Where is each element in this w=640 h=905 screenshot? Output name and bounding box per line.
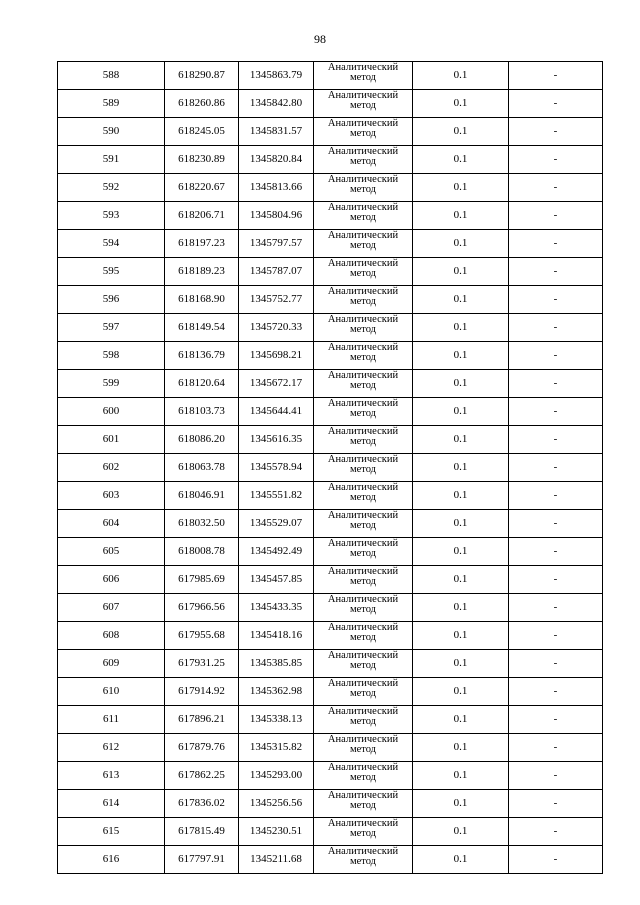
method-line-1: Аналитический (327, 202, 399, 213)
method-line-2: метод (349, 156, 377, 167)
y-coordinate-cell: 1345362.98 (239, 678, 314, 706)
point-number-cell: 614 (58, 790, 165, 818)
method-line-2: метод (349, 856, 377, 867)
table-row (58, 118, 603, 146)
point-number-cell: 604 (58, 510, 165, 538)
x-coordinate-cell: 617966.56 (165, 594, 239, 622)
method-cell (314, 398, 413, 426)
method-line-2: метод (349, 660, 377, 671)
table-row (58, 734, 603, 762)
point-number-cell: 597 (58, 314, 165, 342)
note-cell: - (509, 426, 603, 454)
x-coordinate-cell: 618245.05 (165, 118, 239, 146)
y-coordinate-cell: 1345433.35 (239, 594, 314, 622)
point-number-cell: 611 (58, 706, 165, 734)
note-cell: - (509, 230, 603, 258)
x-coordinate-cell: 617955.68 (165, 622, 239, 650)
method-line-2: метод (349, 744, 377, 755)
note-cell: - (509, 846, 603, 874)
accuracy-cell: 0.1 (413, 706, 509, 734)
y-coordinate-cell: 1345529.07 (239, 510, 314, 538)
table-row (58, 846, 603, 874)
method-cell (314, 566, 413, 594)
method-line-1: Аналитический (327, 62, 399, 73)
method-cell (314, 678, 413, 706)
y-coordinate-cell: 1345492.49 (239, 538, 314, 566)
method-line-1: Аналитический (327, 650, 399, 661)
table-row (58, 258, 603, 286)
note-cell: - (509, 510, 603, 538)
accuracy-cell: 0.1 (413, 286, 509, 314)
point-number-cell: 599 (58, 370, 165, 398)
method-line-2: метод (349, 604, 377, 615)
method-line-1: Аналитический (327, 258, 399, 269)
table-row (58, 762, 603, 790)
point-number-cell: 612 (58, 734, 165, 762)
method-line-2: метод (349, 716, 377, 727)
method-line-2: метод (349, 296, 377, 307)
x-coordinate-cell: 617879.76 (165, 734, 239, 762)
method-line-2: метод (349, 800, 377, 811)
table-row (58, 426, 603, 454)
point-number-cell: 595 (58, 258, 165, 286)
note-cell: - (509, 202, 603, 230)
accuracy-cell: 0.1 (413, 734, 509, 762)
accuracy-cell: 0.1 (413, 342, 509, 370)
coordinates-table-body (58, 62, 603, 874)
x-coordinate-cell: 617836.02 (165, 790, 239, 818)
note-cell: - (509, 762, 603, 790)
method-line-2: метод (349, 828, 377, 839)
accuracy-cell: 0.1 (413, 398, 509, 426)
y-coordinate-cell: 1345863.79 (239, 62, 314, 90)
method-line-2: метод (349, 380, 377, 391)
accuracy-cell: 0.1 (413, 426, 509, 454)
x-coordinate-cell: 618063.78 (165, 454, 239, 482)
point-number-cell: 615 (58, 818, 165, 846)
note-cell: - (509, 342, 603, 370)
y-coordinate-cell: 1345457.85 (239, 566, 314, 594)
x-coordinate-cell: 618046.91 (165, 482, 239, 510)
method-cell (314, 202, 413, 230)
method-line-1: Аналитический (327, 482, 399, 493)
accuracy-cell: 0.1 (413, 174, 509, 202)
method-cell (314, 482, 413, 510)
note-cell: - (509, 454, 603, 482)
method-line-2: метод (349, 324, 377, 335)
method-cell (314, 286, 413, 314)
table-row (58, 62, 603, 90)
y-coordinate-cell: 1345720.33 (239, 314, 314, 342)
method-line-2: метод (349, 688, 377, 699)
y-coordinate-cell: 1345820.84 (239, 146, 314, 174)
method-cell (314, 510, 413, 538)
x-coordinate-cell: 618189.23 (165, 258, 239, 286)
table-row (58, 146, 603, 174)
accuracy-cell: 0.1 (413, 202, 509, 230)
method-cell (314, 790, 413, 818)
accuracy-cell: 0.1 (413, 258, 509, 286)
method-line-1: Аналитический (327, 538, 399, 549)
method-line-1: Аналитический (327, 118, 399, 129)
point-number-cell: 593 (58, 202, 165, 230)
method-line-1: Аналитический (327, 146, 399, 157)
table-row (58, 790, 603, 818)
x-coordinate-cell: 617862.25 (165, 762, 239, 790)
y-coordinate-cell: 1345672.17 (239, 370, 314, 398)
method-line-2: метод (349, 408, 377, 419)
method-line-1: Аналитический (327, 398, 399, 409)
method-line-2: метод (349, 268, 377, 279)
method-line-1: Аналитический (327, 370, 399, 381)
x-coordinate-cell: 618008.78 (165, 538, 239, 566)
accuracy-cell: 0.1 (413, 762, 509, 790)
method-cell (314, 454, 413, 482)
table-row (58, 230, 603, 258)
method-line-1: Аналитический (327, 706, 399, 717)
method-line-1: Аналитический (327, 230, 399, 241)
method-line-1: Аналитический (327, 622, 399, 633)
note-cell: - (509, 622, 603, 650)
x-coordinate-cell: 618149.54 (165, 314, 239, 342)
method-cell (314, 370, 413, 398)
y-coordinate-cell: 1345211.68 (239, 846, 314, 874)
method-cell (314, 146, 413, 174)
note-cell: - (509, 314, 603, 342)
table-row (58, 650, 603, 678)
point-number-cell: 608 (58, 622, 165, 650)
point-number-cell: 588 (58, 62, 165, 90)
method-line-1: Аналитический (327, 174, 399, 185)
note-cell: - (509, 482, 603, 510)
accuracy-cell: 0.1 (413, 678, 509, 706)
x-coordinate-cell: 618230.89 (165, 146, 239, 174)
method-line-2: метод (349, 184, 377, 195)
point-number-cell: 606 (58, 566, 165, 594)
x-coordinate-cell: 618136.79 (165, 342, 239, 370)
note-cell: - (509, 174, 603, 202)
method-line-1: Аналитический (327, 846, 399, 857)
point-number-cell: 602 (58, 454, 165, 482)
y-coordinate-cell: 1345338.13 (239, 706, 314, 734)
y-coordinate-cell: 1345752.77 (239, 286, 314, 314)
accuracy-cell: 0.1 (413, 370, 509, 398)
x-coordinate-cell: 617896.21 (165, 706, 239, 734)
point-number-cell: 596 (58, 286, 165, 314)
table-row (58, 510, 603, 538)
y-coordinate-cell: 1345842.80 (239, 90, 314, 118)
y-coordinate-cell: 1345385.85 (239, 650, 314, 678)
y-coordinate-cell: 1345616.35 (239, 426, 314, 454)
accuracy-cell: 0.1 (413, 454, 509, 482)
table-row (58, 202, 603, 230)
y-coordinate-cell: 1345578.94 (239, 454, 314, 482)
note-cell: - (509, 594, 603, 622)
note-cell: - (509, 146, 603, 174)
y-coordinate-cell: 1345787.07 (239, 258, 314, 286)
accuracy-cell: 0.1 (413, 118, 509, 146)
method-cell (314, 538, 413, 566)
point-number-cell: 616 (58, 846, 165, 874)
point-number-cell: 589 (58, 90, 165, 118)
method-line-2: метод (349, 548, 377, 559)
table-row (58, 398, 603, 426)
method-cell (314, 118, 413, 146)
point-number-cell: 591 (58, 146, 165, 174)
accuracy-cell: 0.1 (413, 790, 509, 818)
y-coordinate-cell: 1345797.57 (239, 230, 314, 258)
accuracy-cell: 0.1 (413, 62, 509, 90)
x-coordinate-cell: 618086.20 (165, 426, 239, 454)
note-cell: - (509, 818, 603, 846)
note-cell: - (509, 286, 603, 314)
method-line-1: Аналитический (327, 678, 399, 689)
method-line-2: метод (349, 128, 377, 139)
note-cell: - (509, 370, 603, 398)
y-coordinate-cell: 1345256.56 (239, 790, 314, 818)
point-number-cell: 610 (58, 678, 165, 706)
note-cell: - (509, 398, 603, 426)
table-row (58, 90, 603, 118)
method-line-1: Аналитический (327, 594, 399, 605)
method-line-1: Аналитический (327, 762, 399, 773)
method-cell (314, 594, 413, 622)
x-coordinate-cell: 617797.91 (165, 846, 239, 874)
point-number-cell: 598 (58, 342, 165, 370)
table-row (58, 454, 603, 482)
table-row (58, 678, 603, 706)
method-cell (314, 342, 413, 370)
y-coordinate-cell: 1345644.41 (239, 398, 314, 426)
method-cell (314, 762, 413, 790)
method-cell (314, 62, 413, 90)
method-line-1: Аналитический (327, 510, 399, 521)
y-coordinate-cell: 1345831.57 (239, 118, 314, 146)
y-coordinate-cell: 1345315.82 (239, 734, 314, 762)
x-coordinate-cell: 617914.92 (165, 678, 239, 706)
x-coordinate-cell: 618206.71 (165, 202, 239, 230)
method-line-2: метод (349, 520, 377, 531)
method-cell (314, 622, 413, 650)
method-cell (314, 90, 413, 118)
method-line-1: Аналитический (327, 314, 399, 325)
y-coordinate-cell: 1345418.16 (239, 622, 314, 650)
note-cell: - (509, 62, 603, 90)
accuracy-cell: 0.1 (413, 314, 509, 342)
note-cell: - (509, 650, 603, 678)
point-number-cell: 603 (58, 482, 165, 510)
accuracy-cell: 0.1 (413, 594, 509, 622)
y-coordinate-cell: 1345804.96 (239, 202, 314, 230)
point-number-cell: 594 (58, 230, 165, 258)
method-cell (314, 174, 413, 202)
accuracy-cell: 0.1 (413, 230, 509, 258)
method-line-2: метод (349, 772, 377, 783)
accuracy-cell: 0.1 (413, 482, 509, 510)
note-cell: - (509, 734, 603, 762)
method-cell (314, 818, 413, 846)
y-coordinate-cell: 1345813.66 (239, 174, 314, 202)
note-cell: - (509, 258, 603, 286)
method-line-2: метод (349, 212, 377, 223)
y-coordinate-cell: 1345698.21 (239, 342, 314, 370)
method-line-1: Аналитический (327, 90, 399, 101)
table-row (58, 370, 603, 398)
note-cell: - (509, 118, 603, 146)
method-cell (314, 314, 413, 342)
method-line-2: метод (349, 632, 377, 643)
method-cell (314, 650, 413, 678)
y-coordinate-cell: 1345230.51 (239, 818, 314, 846)
method-line-1: Аналитический (327, 342, 399, 353)
x-coordinate-cell: 618120.64 (165, 370, 239, 398)
note-cell: - (509, 90, 603, 118)
method-line-1: Аналитический (327, 734, 399, 745)
table-row (58, 622, 603, 650)
method-line-2: метод (349, 576, 377, 587)
x-coordinate-cell: 617931.25 (165, 650, 239, 678)
method-line-1: Аналитический (327, 286, 399, 297)
method-line-1: Аналитический (327, 566, 399, 577)
method-line-1: Аналитический (327, 790, 399, 801)
point-number-cell: 607 (58, 594, 165, 622)
accuracy-cell: 0.1 (413, 846, 509, 874)
table-row (58, 566, 603, 594)
accuracy-cell: 0.1 (413, 818, 509, 846)
note-cell: - (509, 678, 603, 706)
method-line-2: метод (349, 240, 377, 251)
x-coordinate-cell: 618197.23 (165, 230, 239, 258)
method-line-2: метод (349, 492, 377, 503)
x-coordinate-cell: 618032.50 (165, 510, 239, 538)
accuracy-cell: 0.1 (413, 538, 509, 566)
point-number-cell: 592 (58, 174, 165, 202)
method-line-1: Аналитический (327, 454, 399, 465)
method-cell (314, 230, 413, 258)
accuracy-cell: 0.1 (413, 566, 509, 594)
method-line-1: Аналитический (327, 818, 399, 829)
accuracy-cell: 0.1 (413, 90, 509, 118)
table-row (58, 538, 603, 566)
x-coordinate-cell: 618290.87 (165, 62, 239, 90)
point-number-cell: 590 (58, 118, 165, 146)
point-number-cell: 605 (58, 538, 165, 566)
coordinates-table (57, 61, 603, 874)
accuracy-cell: 0.1 (413, 622, 509, 650)
y-coordinate-cell: 1345551.82 (239, 482, 314, 510)
x-coordinate-cell: 617985.69 (165, 566, 239, 594)
method-cell (314, 846, 413, 874)
x-coordinate-cell: 618220.67 (165, 174, 239, 202)
table-row (58, 594, 603, 622)
method-line-2: метод (349, 352, 377, 363)
method-line-1: Аналитический (327, 426, 399, 437)
method-line-2: метод (349, 72, 377, 83)
table-row (58, 174, 603, 202)
note-cell: - (509, 538, 603, 566)
note-cell: - (509, 706, 603, 734)
note-cell: - (509, 566, 603, 594)
method-line-2: метод (349, 436, 377, 447)
table-row (58, 286, 603, 314)
accuracy-cell: 0.1 (413, 650, 509, 678)
x-coordinate-cell: 618260.86 (165, 90, 239, 118)
point-number-cell: 601 (58, 426, 165, 454)
table-row (58, 482, 603, 510)
note-cell: - (509, 790, 603, 818)
point-number-cell: 600 (58, 398, 165, 426)
point-number-cell: 613 (58, 762, 165, 790)
table-row (58, 342, 603, 370)
table-row (58, 818, 603, 846)
y-coordinate-cell: 1345293.00 (239, 762, 314, 790)
method-line-2: метод (349, 100, 377, 111)
method-cell (314, 734, 413, 762)
method-cell (314, 426, 413, 454)
x-coordinate-cell: 617815.49 (165, 818, 239, 846)
x-coordinate-cell: 618103.73 (165, 398, 239, 426)
method-cell (314, 258, 413, 286)
table-row (58, 314, 603, 342)
x-coordinate-cell: 618168.90 (165, 286, 239, 314)
table-row (58, 706, 603, 734)
accuracy-cell: 0.1 (413, 146, 509, 174)
method-line-2: метод (349, 464, 377, 475)
page-number: 98 (314, 32, 326, 46)
method-cell (314, 706, 413, 734)
point-number-cell: 609 (58, 650, 165, 678)
accuracy-cell: 0.1 (413, 510, 509, 538)
